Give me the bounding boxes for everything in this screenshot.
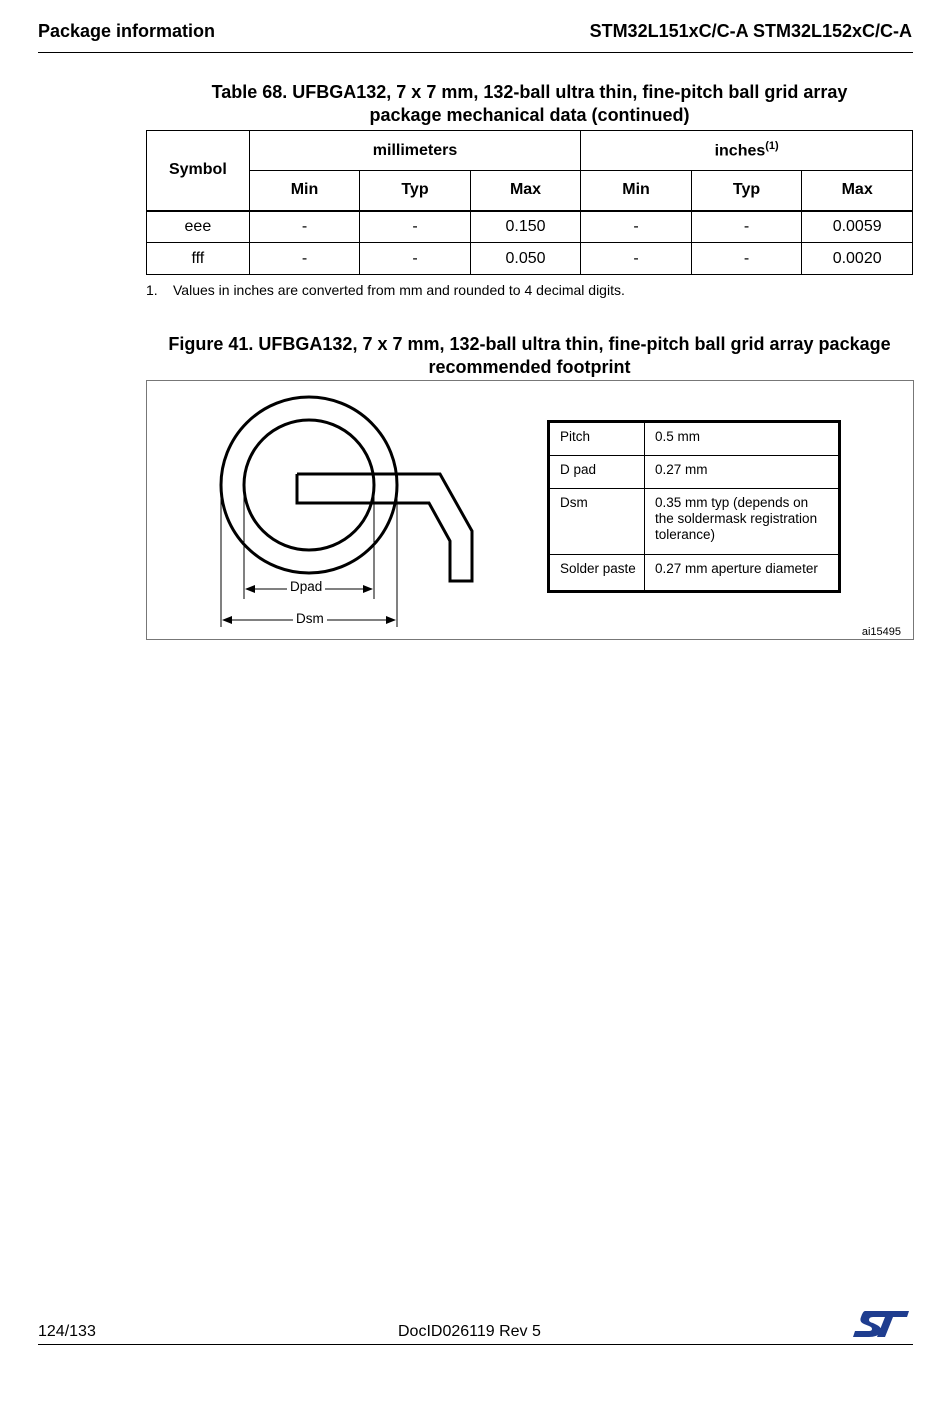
figure-caption-line2: recommended footprint: [428, 357, 631, 377]
footprint-parameters-table: [547, 420, 841, 593]
cell-in-typ: -: [691, 211, 802, 243]
cell-in-min: -: [581, 211, 692, 243]
soldermask-circle: [221, 397, 397, 573]
param-key: D pad: [549, 456, 645, 489]
table-header-row: [147, 131, 913, 171]
footnote-number: 1.: [146, 282, 158, 298]
cell-symbol: fff: [147, 243, 250, 275]
subheader-mm-typ: Typ: [360, 171, 471, 211]
st-logo: [851, 1307, 911, 1341]
inches-footnote-ref: (1): [765, 140, 779, 153]
symbol-header: Symbol: [147, 131, 250, 211]
cell-mm-typ: -: [360, 243, 471, 275]
inches-header: [581, 131, 913, 171]
figure-caption: [146, 333, 913, 379]
cell-mm-max: 0.050: [470, 243, 581, 275]
cell-in-max: 0.0059: [802, 211, 913, 243]
dsm-arrow-right: [386, 616, 396, 624]
inches-header-label: inches: [714, 142, 766, 160]
subheader-mm-max: Max: [470, 171, 581, 211]
dsm-arrow-left: [222, 616, 232, 624]
param-value: 0.35 mm typ (depends on the soldermask registration tolerance): [645, 489, 840, 555]
param-key: Dsm: [549, 489, 645, 555]
subheader-in-typ: Typ: [691, 171, 802, 211]
table-footnote: [146, 282, 625, 298]
cell-mm-min: -: [249, 243, 360, 275]
page-number: 124/133: [38, 1323, 96, 1340]
cell-mm-typ: -: [360, 211, 471, 243]
pad-circle: [244, 420, 374, 550]
param-value: 0.27 mm: [645, 456, 840, 489]
param-key: Pitch: [549, 422, 645, 456]
param-key: Solder paste: [549, 555, 645, 592]
table-row: [147, 243, 913, 275]
figure-id: ai15495: [861, 626, 901, 638]
param-row: [549, 422, 840, 456]
table-caption-line1: Table 68. UFBGA132, 7 x 7 mm, 132-ball ultra thin, fine-pitch ball grid array: [211, 82, 848, 102]
mechanical-data-table: [146, 130, 913, 275]
footnote-text: Values in inches are converted from mm and rounded to 4 decimal digits.: [173, 282, 625, 298]
subheader-in-max: Max: [802, 171, 913, 211]
dpad-arrow-right: [363, 585, 373, 593]
subheader-in-min: Min: [581, 171, 692, 211]
cell-mm-min: -: [249, 211, 360, 243]
cell-in-typ: -: [691, 243, 802, 275]
footprint-figure: [146, 380, 914, 640]
table-caption-line2: package mechanical data (continued): [369, 105, 690, 125]
table-row: [147, 211, 913, 243]
param-row: [549, 555, 840, 592]
cell-mm-max: 0.150: [470, 211, 581, 243]
part-numbers: STM32L151xC/C-A STM32L152xC/C-A: [589, 21, 912, 41]
dpad-arrow-left: [245, 585, 255, 593]
param-row: [549, 456, 840, 489]
st-logo-mark: [853, 1311, 909, 1337]
param-row: [549, 489, 840, 555]
cell-in-min: -: [581, 243, 692, 275]
param-value: 0.5 mm: [645, 422, 840, 456]
figure-caption-line1: Figure 41. UFBGA132, 7 x 7 mm, 132-ball ultra thin, fine-pitch ball grid array package: [168, 334, 891, 354]
millimeters-header: millimeters: [249, 131, 581, 171]
subheader-mm-min: Min: [249, 171, 360, 211]
cell-symbol: eee: [147, 211, 250, 243]
dpad-label: Dpad: [287, 579, 325, 594]
table-subheader-row: [147, 171, 913, 211]
dsm-label: Dsm: [293, 611, 327, 626]
header-divider: [38, 52, 913, 53]
document-id: DocID026119 Rev 5: [398, 1323, 541, 1340]
table-caption: [146, 81, 913, 127]
cell-in-max: 0.0020: [802, 243, 913, 275]
param-value: 0.27 mm aperture diameter: [645, 555, 840, 592]
footer-divider: [38, 1344, 913, 1345]
section-title: Package information: [38, 21, 216, 41]
